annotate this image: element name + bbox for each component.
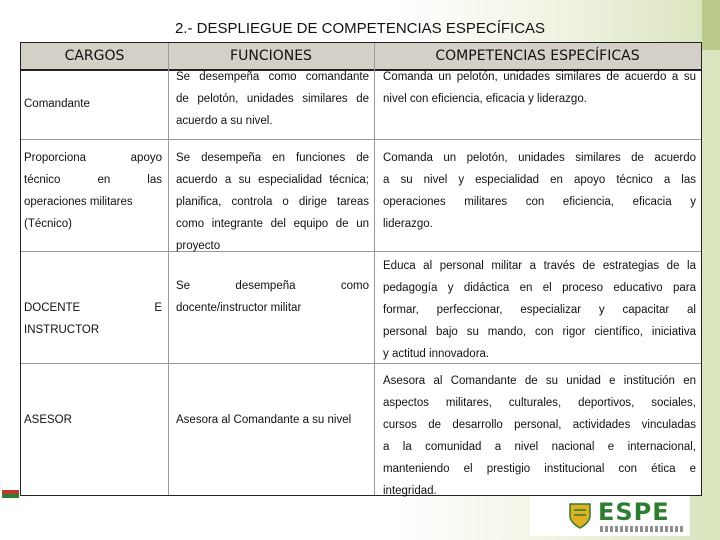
cargo-cell: DOCENTE E INSTRUCTOR: [24, 302, 162, 336]
competencias-cell: Educa al personal militar a través de estrategias de la pedagogía y didáctica en el proceso educativo para formar, perfeccionar, especializar y capacitar al personal bajo su mando, con rigor científico, iniciativa y actitud innovadora.: [383, 260, 696, 360]
shield-icon: [568, 502, 592, 530]
logo-wordmark: ESPE: [598, 498, 670, 526]
cargo-cell: ASESOR: [24, 414, 72, 426]
funciones-cell: Se desempeña como comandante de pelotón, unidades similares de acuerdo a su nivel.: [176, 71, 369, 127]
page-title: 2.- DESPLIEGUE DE COMPETENCIAS ESPECÍFICAS: [174, 20, 546, 37]
flag-icon: [2, 490, 19, 498]
funciones-cell: Se desempeña en funciones de acuerdo a su especialidad técnica; planifica, controla o dirige tareas como integrante del equipo de un proyecto: [176, 152, 369, 252]
cargo-cell: Comandante: [24, 98, 90, 110]
competencias-cell: Comanda un pelotón, unidades similares de acuerdo a su nivel y especialidad en apoyo técnico a las operaciones militares con eficiencia, eficacia y liderazgo.: [383, 152, 696, 230]
cargo-cell: Proporciona apoyo técnico en las operaciones militares (Técnico): [24, 152, 162, 230]
competencias-table: [20, 42, 702, 496]
header-competencias: COMPETENCIAS ESPECÍFICAS: [374, 43, 701, 71]
espe-logo: [530, 496, 690, 536]
funciones-cell: Se desempeña como docente/instructor militar: [176, 280, 369, 314]
logo-subtitle: [600, 526, 684, 532]
header-cargos: CARGOS: [21, 43, 168, 71]
row-divider: [21, 139, 701, 140]
column-divider: [168, 43, 169, 495]
competencias-cell: Asesora al Comandante de su unidad e institución en aspectos militares, culturales, deportivos, sociales, cursos de desarrollo personal, actividades vinculadas a la comunidad a nivel nacional e internacional, manteniendo el prestigio institucional con ética e integridad.: [383, 375, 696, 497]
funciones-cell: Asesora al Comandante a su nivel: [176, 414, 352, 426]
header-funciones: FUNCIONES: [168, 43, 374, 71]
competencias-cell: Comanda un pelotón, unidades similares de acuerdo a su nivel con eficiencia, eficacia y liderazgo.: [383, 71, 696, 105]
column-divider: [374, 43, 375, 495]
